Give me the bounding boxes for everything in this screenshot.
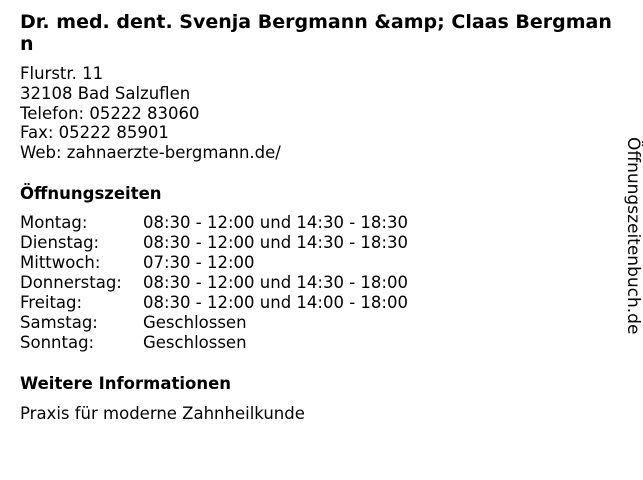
day-label: Dienstag: xyxy=(20,233,100,252)
opening-hours-table xyxy=(20,213,408,353)
time-value: 08:30 - 12:00 und 14:30 - 18:30 xyxy=(143,233,408,252)
website: Web: zahnaerzte-bergmann.de/ xyxy=(20,143,281,163)
hours-row-thursday xyxy=(20,273,408,293)
street-address: Flurstr. 11 xyxy=(20,64,104,83)
day-label: Sonntag: xyxy=(20,333,95,352)
hours-row-friday xyxy=(20,293,408,313)
time-value: Geschlossen xyxy=(143,333,247,352)
time-value: 08:30 - 12:00 und 14:00 - 18:00 xyxy=(143,293,408,312)
hours-row-monday xyxy=(20,213,408,233)
hours-row-tuesday xyxy=(20,233,408,253)
more-info-heading: Weitere Informationen xyxy=(20,374,232,393)
more-info-text: Praxis für moderne Zahnheilkunde xyxy=(20,404,305,423)
hours-row-saturday xyxy=(20,313,408,333)
time-value: 08:30 - 12:00 und 14:30 - 18:00 xyxy=(143,273,408,292)
opening-hours-heading: Öffnungszeiten xyxy=(20,184,162,203)
time-value: 07:30 - 12:00 xyxy=(143,253,255,272)
hours-row-sunday xyxy=(20,333,408,353)
contact-block xyxy=(20,64,281,163)
time-value: Geschlossen xyxy=(143,313,247,332)
hours-row-wednesday xyxy=(20,253,408,273)
day-label: Samstag: xyxy=(20,313,98,332)
day-label: Montag: xyxy=(20,213,88,232)
fax-number: Fax: 05222 85901 xyxy=(20,123,169,143)
day-label: Donnerstag: xyxy=(20,273,122,292)
day-label: Freitag: xyxy=(20,293,83,312)
business-name: Dr. med. dent. Svenja Bergmann &amp; Claas Bergmann xyxy=(20,11,612,55)
time-value: 08:30 - 12:00 und 14:30 - 18:30 xyxy=(143,213,408,232)
site-brand-label: Öffnungszeitenbuch.de xyxy=(623,137,643,335)
day-label: Mittwoch: xyxy=(20,253,101,272)
city-line: 32108 Bad Salzuflen xyxy=(20,83,191,103)
phone-number: Telefon: 05222 83060 xyxy=(20,103,200,123)
